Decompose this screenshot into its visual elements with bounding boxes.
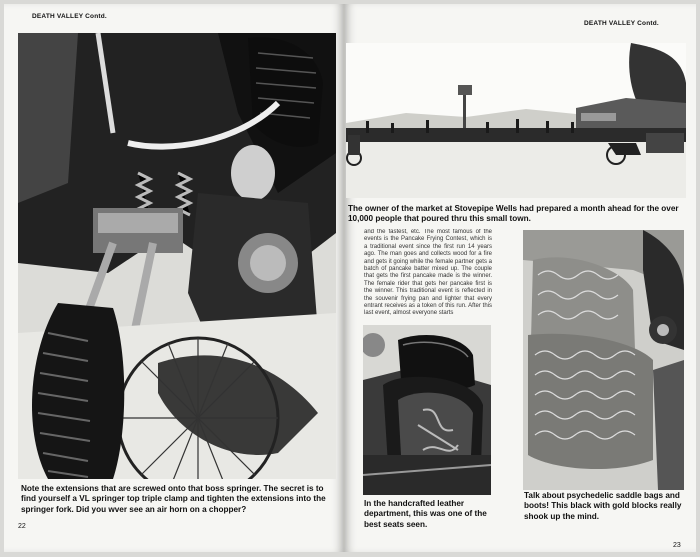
market-headline: The owner of the market at Stovepipe Wells had prepared a month ahead for the over 10,000 people that poured thru this small town. <box>348 204 679 224</box>
leather-seat-caption: In the handcrafted leather department, this was one of the best seats seen. <box>364 499 487 529</box>
right-page <box>344 4 696 552</box>
left-running-header: DEATH VALLEY Contd. <box>32 13 107 20</box>
left-page <box>4 4 344 552</box>
motorcycle-crowd-photo <box>346 43 686 198</box>
left-photo-caption: Note the extensions that are screwed onto that boss springer. The secret is to find yourself a VL springer top triple clamp and tighten the extensions into the springer fork. Did you wver see an air horn on a chopper? <box>21 484 326 514</box>
left-page-number: 22 <box>18 523 26 530</box>
right-running-header: DEATH VALLEY Contd. <box>584 20 659 27</box>
leather-seat-photo <box>363 325 491 495</box>
motorcycle-front-wheel-photo <box>18 33 336 479</box>
saddle-bags-caption: Talk about psychedelic saddle bags and boots! This black with gold blocks really shook up the mind. <box>524 491 682 521</box>
saddle-bags-photo <box>523 230 684 490</box>
right-page-number: 23 <box>673 542 681 549</box>
article-body-text: and the fastest, etc. The most famous of the events is the Pancake Frying Contest, which is a traditional event since the first run 14 years ago. The man goes and collects wood for a fire and gets it going while the female partner gets a batch of pancake batter mixed up. The couple that gets the first pancake made is the winner. The female rider that gets her pancake first is the winner. This traditional event is reflected in the souvenir frying pan and lighter that every entrant receives as a token of this run. After this last event, almost everyone starts <box>364 229 492 317</box>
